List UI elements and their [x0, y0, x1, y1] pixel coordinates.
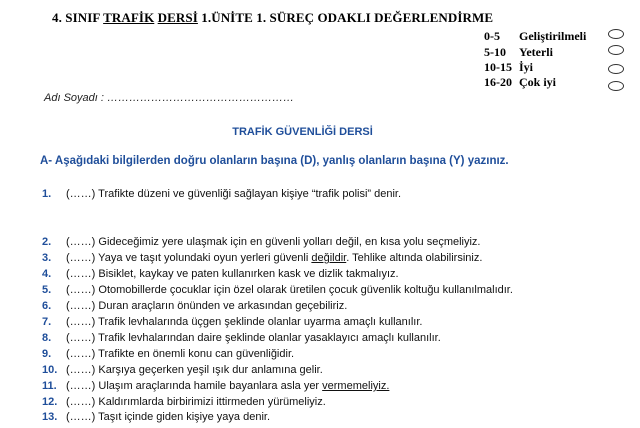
grading-score: 5-10 [484, 45, 506, 59]
question-underlined-text: değildir [311, 252, 347, 264]
grading-label: Çok iyi [519, 75, 557, 89]
question-item [42, 316, 422, 328]
question-item [42, 411, 270, 423]
question-text: (……) Trafikte düzeni ve güvenliği sağlayan kişiye “trafik polisi” denir. [66, 188, 402, 200]
grading-row [484, 45, 553, 61]
question-text: (……) Gideceğimiz yere ulaşmak için en güvenli yolları değil, en kısa yolu seçmeliyiz. [66, 236, 481, 248]
question-number: 2. [42, 236, 52, 248]
grading-row [484, 60, 533, 76]
question-number: 11. [42, 380, 57, 392]
question-text: (……) Karşıya geçerken yeşil ışık dur anlamına gelir. [66, 364, 323, 376]
title-underlined-text: DERSİ [157, 10, 198, 25]
section-a-instruction: A- Aşağıdaki bilgilerden doğru olanların başına (D), yanlış olanların başına (Y) yazınız. [40, 155, 509, 167]
question-number: 3. [42, 252, 52, 264]
question-number: 9. [42, 348, 52, 360]
question-number: 12. [42, 396, 58, 408]
page-title [52, 10, 493, 26]
question-text: (……) Trafik levhalarında üçgen şeklinde olanlar uyarma amaçlı kullanılır. [66, 316, 423, 328]
grading-score: 0-5 [484, 29, 500, 43]
grade-checkbox-circle[interactable] [608, 81, 624, 91]
question-number: 4. [42, 268, 52, 280]
question-item [42, 236, 481, 248]
title-text: 1.ÜNİTE 1. SÜREÇ ODAKLI DEĞERLENDİRME [197, 10, 494, 25]
grading-row [484, 75, 556, 91]
lesson-title: TRAFİK GÜVENLİĞİ DERSİ [232, 126, 373, 138]
question-text: (……) Duran araçların önünden ve arkasından geçebiliriz. [66, 300, 348, 312]
student-name-field[interactable]: Adı Soyadı : …………………………………………… [44, 92, 294, 104]
title-text: 4. SINIF [52, 10, 104, 25]
question-number: 8. [42, 332, 52, 344]
question-item [42, 396, 326, 408]
grade-checkbox-circle[interactable] [608, 29, 624, 39]
question-item [42, 268, 399, 280]
question-item [42, 364, 323, 376]
question-text: (……) Otomobillerde çocuklar için özel olarak üretilen çocuk güvenlik koltuğu kullanılmalıdır. [66, 284, 513, 296]
grading-label: İyi [519, 60, 534, 74]
grading-score: 16-20 [484, 75, 512, 89]
question-item [42, 284, 513, 296]
grading-score: 10-15 [484, 60, 512, 74]
question-text: (……) Kaldırımlarda birbirimizi ittirmeden yürümeliyiz. [66, 396, 326, 408]
question-item [42, 252, 482, 264]
question-number: 6. [42, 300, 52, 312]
grade-checkbox-circle[interactable] [608, 45, 624, 55]
question-text: (……) Yaya ve taşıt yolundaki oyun yerleri güvenli [66, 252, 312, 264]
question-underlined-text: vermemeliyiz. [322, 380, 390, 392]
question-text: (……) Trafikte en önemli konu can güvenliğidir. [66, 348, 295, 360]
question-number: 1. [42, 188, 52, 200]
question-item [42, 188, 401, 200]
question-text: (……) Bisiklet, kaykay ve paten kullanırken kask ve dizlik takmalıyız. [66, 268, 399, 280]
question-number: 7. [42, 316, 52, 328]
question-item [42, 348, 294, 360]
grading-label: Geliştirilmeli [519, 29, 587, 43]
question-number: 5. [42, 284, 52, 296]
question-number: 10. [42, 364, 58, 376]
grade-checkbox-circle[interactable] [608, 64, 624, 74]
question-item [42, 300, 347, 312]
title-underlined-text: TRAFİK [103, 10, 155, 25]
grading-label: Yeterli [519, 45, 553, 59]
grading-row [484, 29, 586, 45]
question-text: (……) Trafik levhalarından daire şeklinde olanlar yasaklayıcı amaçlı kullanılır. [66, 332, 441, 344]
question-number: 13. [42, 411, 58, 423]
question-text: (……) Taşıt içinde giden kişiye yaya denir. [66, 411, 270, 423]
question-text: (……) Ulaşım araçlarında hamile bayanlara asla yer [66, 380, 323, 392]
question-item [42, 332, 441, 344]
question-item [42, 380, 389, 392]
question-text: . Tehlike altında olabilirsiniz. [346, 252, 483, 264]
